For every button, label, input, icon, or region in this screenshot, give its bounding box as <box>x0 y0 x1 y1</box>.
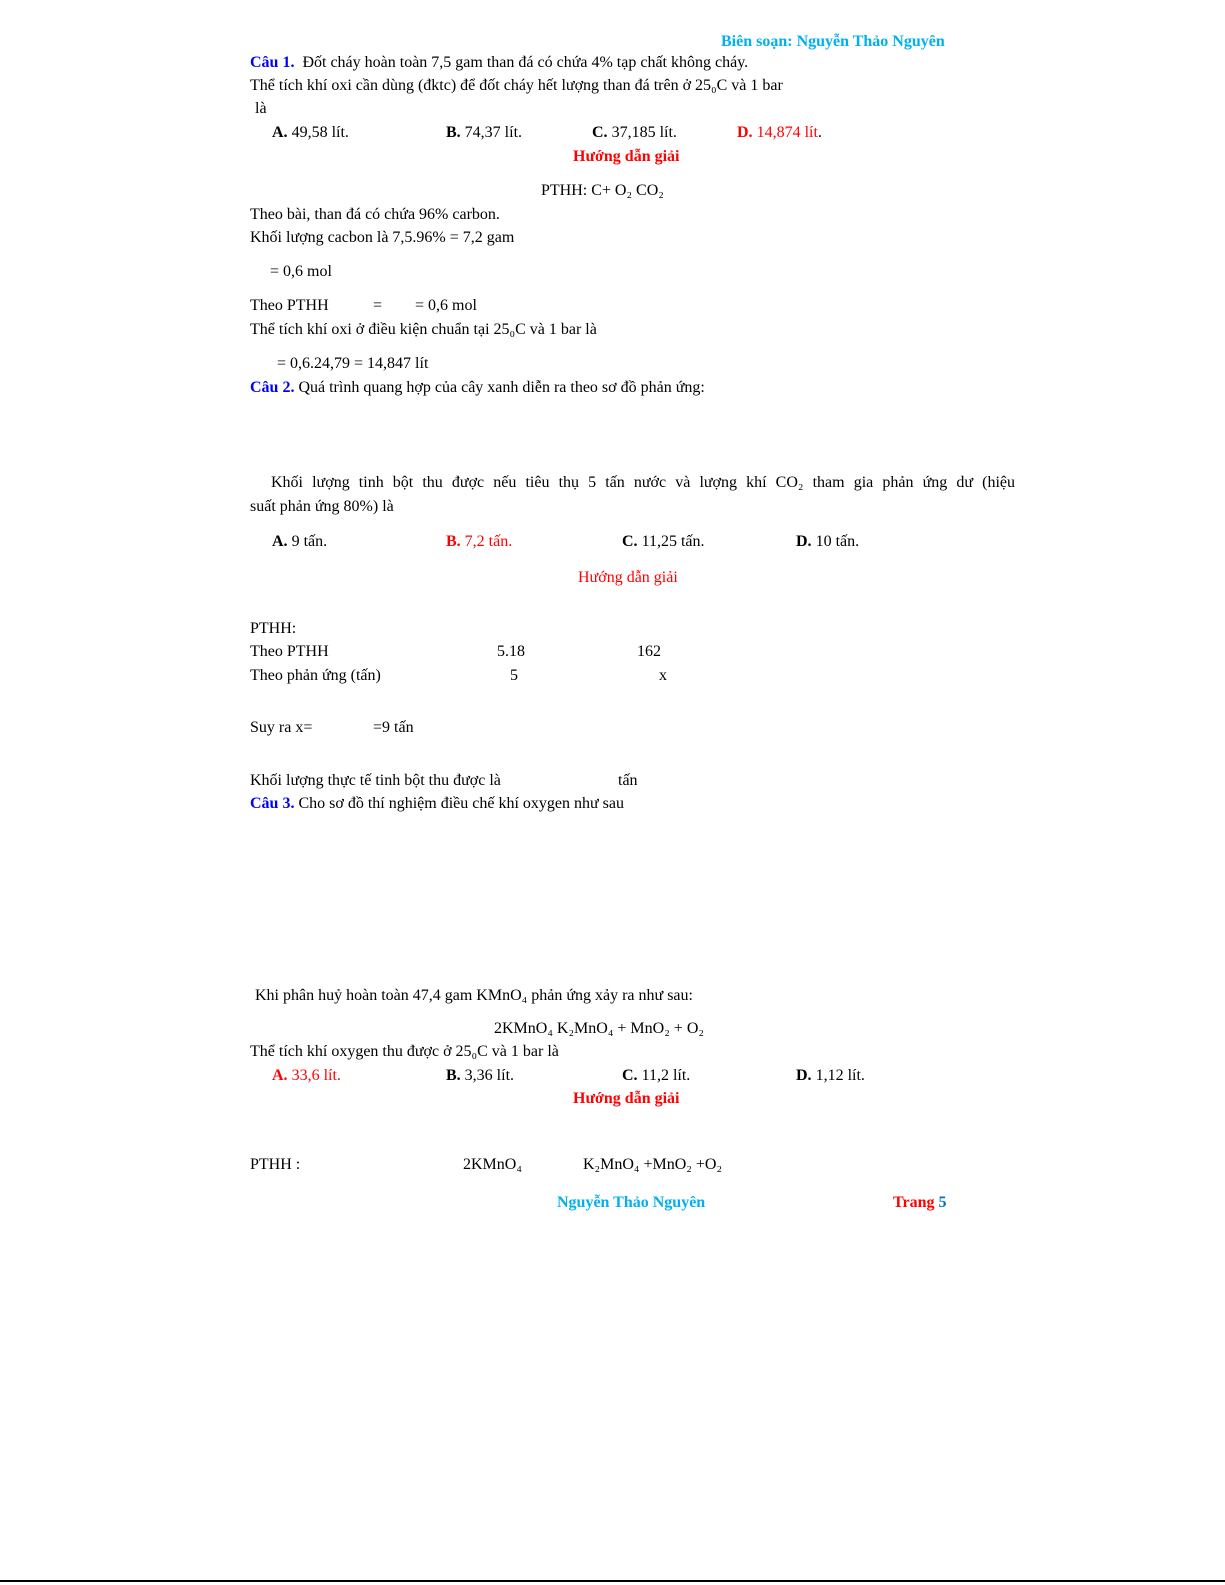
q1-sol-line: Thể tích khí oxi ở điều kiện chuẩn tại 25₀C và 1 bar là <box>250 321 597 338</box>
q1-guide-title: Hướng dẫn giải <box>573 148 680 165</box>
q3-equation: 2KMnO₄ K₂MnO₄ + MnO₂ + O₂ <box>494 1020 704 1037</box>
q2-sol-thuc-te: Khối lượng thực tế tinh bột thu được là <box>250 772 501 789</box>
question-2-line-3: suất phản ứng 80%) là <box>250 498 394 515</box>
question-3-line-1 <box>250 794 624 814</box>
q2-guide-title: Hướng dẫn giải <box>578 569 678 586</box>
q1-option-d: D. 14,874 lít. <box>737 124 822 141</box>
q1-sol-equals: = <box>373 297 383 314</box>
question-3-text: Cho sơ đồ thí nghiệm điều chế khí oxygen như sau <box>298 795 624 812</box>
q1-option-a: A. 49,58 lít. <box>272 124 349 141</box>
page-bottom-divider <box>0 1580 1225 1582</box>
q1-sol-line: Theo PTHH <box>250 297 329 314</box>
q1-sol-value: = 0,6 mol <box>415 297 477 314</box>
q1-equation: PTHH: C+ O₂ CO₂ <box>541 182 664 199</box>
q2-sol-row1-a: 5.18 <box>497 643 525 660</box>
question-3-line-3: Thể tích khí oxygen thu được ở 25₀C và 1 bar là <box>250 1043 559 1060</box>
question-3-line-2: Khi phân huỷ hoàn toàn 47,4 gam KMnO₄ phản ứng xảy ra như sau: <box>255 987 693 1004</box>
question-1-label: Câu 1. <box>250 54 295 71</box>
q3-option-d: D. 1,12 lít. <box>796 1067 865 1084</box>
q3-sol-pthh: PTHH : <box>250 1156 301 1173</box>
question-1-line-2: Thể tích khí oxi cần dùng (đktc) để đốt cháy hết lượng than đá trên ở 25₀C và 1 bar <box>250 77 783 94</box>
question-2-label: Câu 2. <box>250 379 295 396</box>
q2-sol-row2-a: 5 <box>510 667 518 684</box>
q3-option-a: A. 33,6 lít. <box>272 1067 341 1084</box>
q2-sol-thuc-te-unit: tấn <box>618 772 638 789</box>
question-2-line-1 <box>250 378 705 398</box>
q3-sol-left: 2KMnO₄ <box>463 1156 522 1173</box>
q1-sol-line: = 0,6 mol <box>270 263 332 280</box>
footer-page-number: 5 <box>938 1194 947 1211</box>
q1-option-c: C. 37,185 lít. <box>592 124 677 141</box>
question-1-line-3: là <box>255 100 267 117</box>
q3-option-b: B. 3,36 lít. <box>446 1067 515 1084</box>
q1-sol-line: Khối lượng cacbon là 7,5.96% = 7,2 gam <box>250 229 515 246</box>
question-2-line-2: Khối lượng tinh bột thu được nếu tiêu thụ 5 tấn nước và lượng khí CO₂ tham gia phản ứng dư (hiệu <box>271 474 1015 491</box>
q2-sol-pthh: PTHH: <box>250 620 297 637</box>
q3-option-c: C. 11,2 lít. <box>622 1067 691 1084</box>
header-author: Biên soạn: Nguyễn Thảo Nguyên <box>721 33 945 50</box>
footer-author: Nguyễn Thảo Nguyên <box>557 1194 706 1211</box>
q2-sol-row1-label: Theo PTHH <box>250 643 329 660</box>
q2-sol-row2-label: Theo phản ứng (tấn) <box>250 667 381 684</box>
q3-guide-title: Hướng dẫn giải <box>573 1090 680 1107</box>
q2-sol-row1-b: 162 <box>637 643 661 660</box>
question-1-text: Đốt cháy hoàn toàn 7,5 gam than đá có chứa 4% tạp chất không cháy. <box>302 54 749 71</box>
q2-option-d: D. 10 tấn. <box>796 533 860 550</box>
q2-option-b: B. 7,2 tấn. <box>446 533 513 550</box>
q2-sol-suy-ra: Suy ra x= <box>250 719 313 736</box>
question-3-label: Câu 3. <box>250 795 295 812</box>
q2-option-a: A. 9 tấn. <box>272 533 328 550</box>
q1-sol-line: Theo bài, than đá có chứa 96% carbon. <box>250 206 500 223</box>
question-2-text: Quá trình quang hợp của cây xanh diễn ra theo sơ đồ phản ứng: <box>298 379 705 396</box>
q1-sol-line: = 0,6.24,79 = 14,847 lít <box>277 355 429 372</box>
question-1-line-1 <box>250 53 748 73</box>
q1-option-b: B. 74,37 lít. <box>446 124 523 141</box>
q2-option-c: C. 11,25 tấn. <box>622 533 705 550</box>
footer-page-label: Trang <box>893 1194 935 1211</box>
q2-sol-row2-b: x <box>659 667 667 684</box>
q2-sol-suy-ra-value: =9 tấn <box>373 719 414 736</box>
footer-page <box>893 1193 946 1213</box>
q3-sol-right: K₂MnO₄ +MnO₂ +O₂ <box>583 1156 723 1173</box>
